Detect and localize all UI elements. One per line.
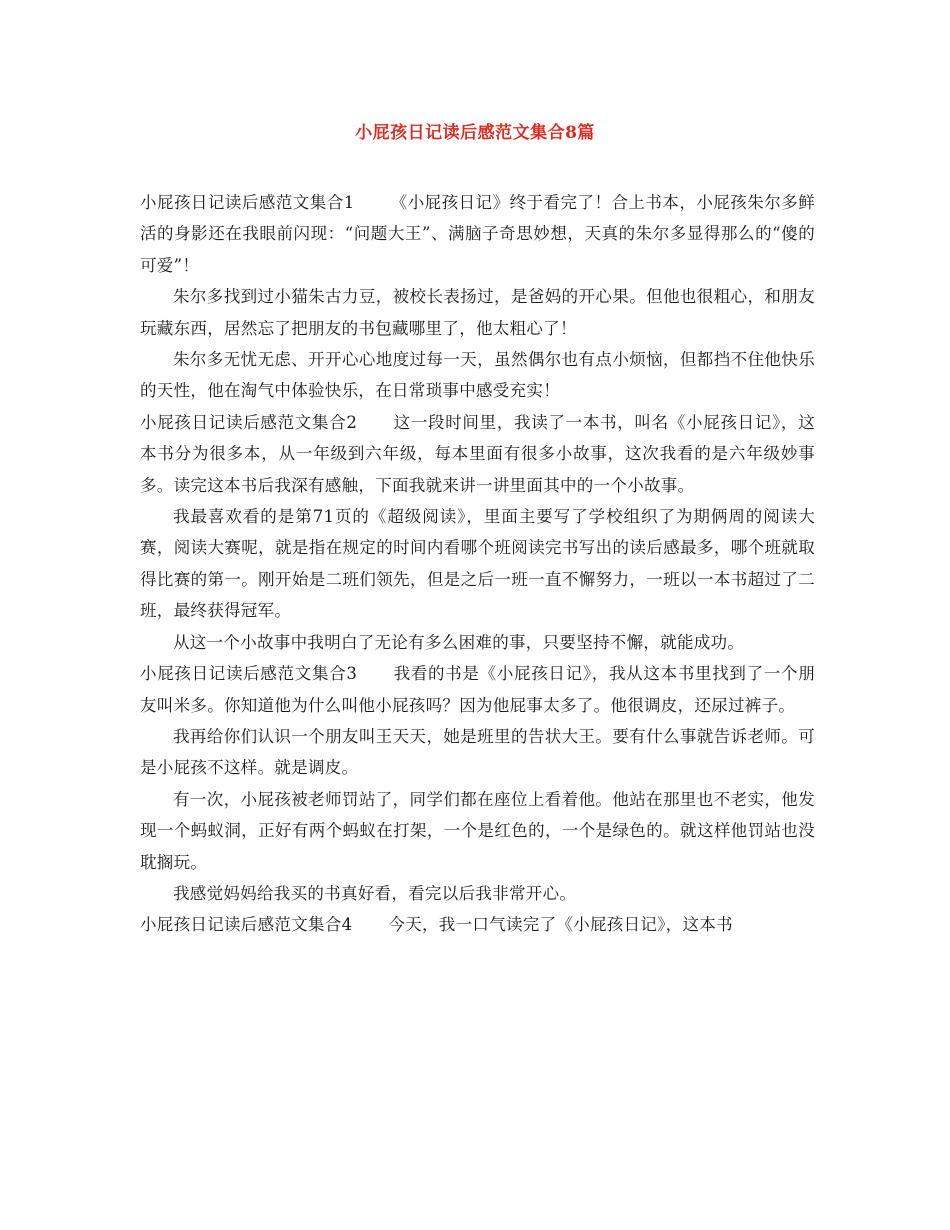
section-1-intro (140, 187, 815, 281)
section-heading: 小屁孩日记读后感范文集合4 (140, 915, 353, 935)
section-heading: 小屁孩日记读后感范文集合2 (140, 412, 358, 432)
paragraph: 有一次，小屁孩被老师罚站了，同学们都在座位上看着他。他站在那里也不老实，他发现一个蚂蚁洞，正好有两个蚂蚁在打架，一个是红色的，一个是绿色的。就这样他罚站也没耽搁玩。 (140, 789, 815, 872)
paragraph: 朱尔多无忧无虑、开开心心地度过每一天，虽然偶尔也有点小烦恼，但都挡不住他快乐的天性，他在淘气中体验快乐，在日常琐事中感受充实！ (140, 350, 815, 401)
section-first-text: 今天，我一口气读完了《小屁孩日记》，这本书 (388, 915, 733, 935)
paragraph: 从这一个小故事中我明白了无论有多么困难的事，只要坚持不懈，就能成功。 (173, 632, 745, 652)
section-first-text: 《小屁孩日记》终于看完了！合上书本，小屁孩朱尔多鲜活的身影还在我眼前闪现：“问题大王”、满脑子奇思妙想，天真的朱尔多显得那么的“傻的可爱”！ (140, 193, 816, 275)
section-4-intro (140, 909, 815, 940)
paragraph: 我最喜欢看的是第71页的《超级阅读》，里面主要写了学校组织了为期俩周的阅读大赛，阅读大赛呢，就是指在规定的时间内看哪个班阅读完书写出的读后感最多，哪个班就取得比赛的第一。刚开始是二班们领先，但是之后一班一直不懈努力，一班以一本书超过了二班，最终获得冠军。 (140, 507, 815, 621)
document-body (140, 187, 815, 941)
section-3-intro (140, 658, 815, 721)
document-title: 小屁孩日记读后感范文集合8篇 (355, 123, 595, 143)
paragraph: 朱尔多找到过小猫朱古力豆，被校长表扬过，是爸妈的开心果。但他也很粗心，和朋友玩藏东西，居然忘了把朋友的书包藏哪里了，他太粗心了！ (140, 287, 815, 338)
section-first-text: 这一段时间里，我读了一本书，叫名《小屁孩日记》，这本书分为很多本，从一年级到六年级，每本里面有很多小故事，这次我看的是六年级妙事多。读完这本书后我深有感触，下面我就来讲一讲里面其中的一个小故事。 (140, 412, 815, 495)
section-heading: 小屁孩日记读后感范文集合3 (140, 664, 358, 684)
section-heading: 小屁孩日记读后感范文集合1 (140, 193, 355, 212)
section-2-intro (140, 407, 815, 501)
section-first-text: 我看的书是《小屁孩日记》，我从这本书里找到了一个朋友叫米多。你知道他为什么叫他小屁孩吗？因为他屁事太多了。他很调皮，还尿过裤子。 (140, 664, 815, 715)
paragraph: 我感觉妈妈给我买的书真好看，看完以后我非常开心。 (173, 883, 577, 903)
paragraph: 我再给你们认识一个朋友叫王天天，她是班里的告状大王。要有什么事就告诉老师。可是小屁孩不这样。就是调皮。 (140, 726, 815, 778)
